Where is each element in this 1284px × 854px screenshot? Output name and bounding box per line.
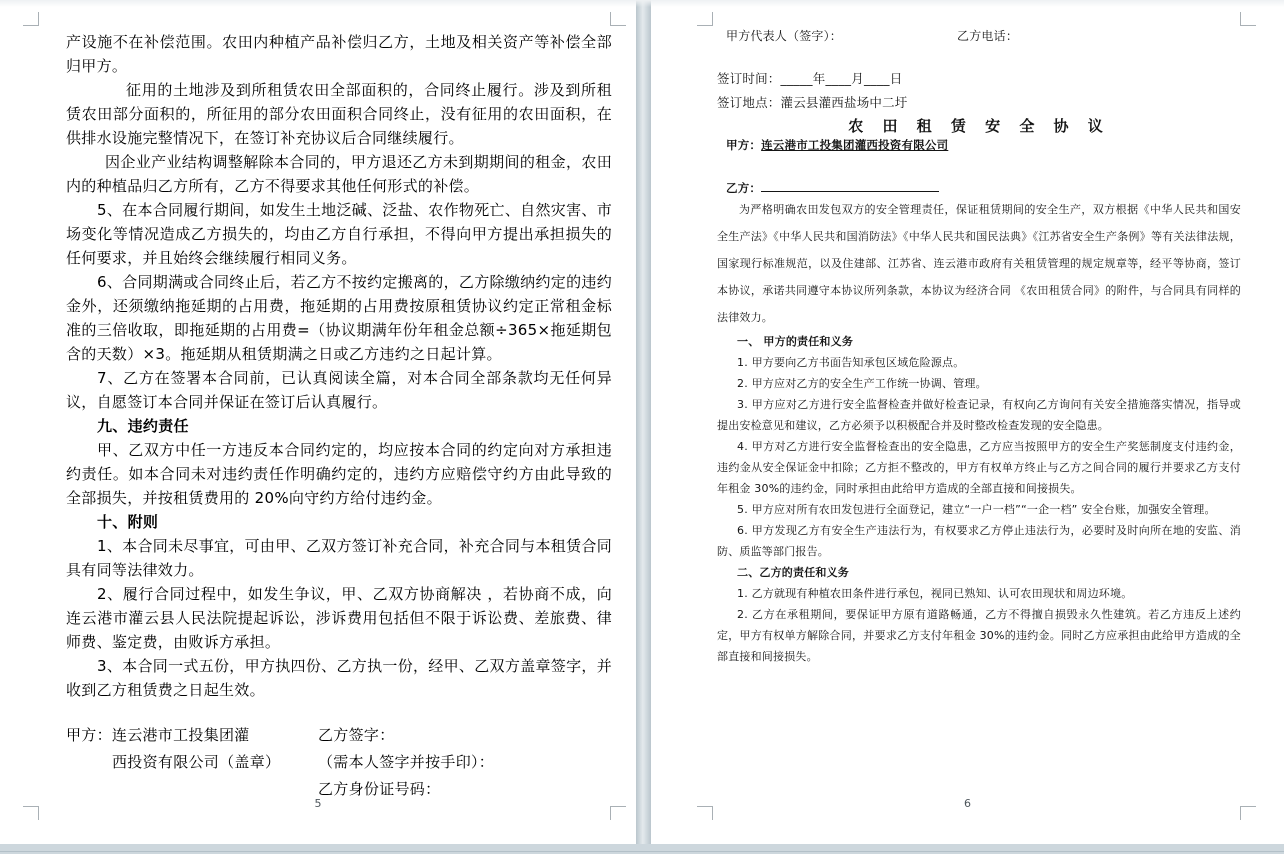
page-6-body	[717, 0, 1241, 667]
crop-mark-top-right	[610, 12, 626, 26]
paragraph-structure-adjust: 因企业产业结构调整解除本合同的，甲方退还乙方未到期期间的租金，农田内的种植品归乙方所有，乙方不得要求其他任何形式的补偿。	[66, 153, 612, 195]
sign-date-line: 签订时间：_____年____月____日	[717, 71, 903, 86]
party-b-sign-note: （需本人签字并按手印）：	[318, 753, 495, 771]
paragraph-land-requisition: 征用的土地涉及到所租赁农田全部面积的，合同终止履行。涉及到所租赁农田部分面积的，所征用的部分农田面积合同终止，没有征用的农田面积，在供排水设施完整情况下，在签订补充协议后合同继续履行。	[66, 81, 612, 147]
crop-mark-top-right	[1240, 12, 1256, 26]
section-1-item-5: 5. 甲方应对所有农田发包进行全面登记，建立“一户一档”“一企一档” 安全台账，加强安全管理。	[737, 503, 1216, 516]
signature-party-a	[66, 722, 316, 776]
section-1-item-2: 2. 甲方应对乙方的安全生产工作统一协调、管理。	[737, 377, 987, 390]
supplementary-item-1: 1、本合同未尽事宜，可由甲、乙双方签订补充合同，补充合同与本租赁合同具有同等法律效力。	[66, 537, 612, 579]
heading-breach-liability: 九、违约责任	[97, 417, 189, 435]
section-1-item-3: 3. 甲方应对乙方进行安全监督检查并做好检查记录，有权向乙方询问有关安全措施落实情况，指导或提出安检意见和建议，乙方必须予以积极配合并及时整改检查发现的安全隐患。	[717, 398, 1241, 432]
clause-7: 7、乙方在签署本合同前，已认真阅读全篇，对本合同全部条款均无任何异议，自愿签订本合同并保证在签订后认真履行。	[66, 369, 612, 411]
party-b-label: 乙方：	[726, 181, 762, 195]
signature-party-b	[318, 722, 608, 803]
party-a-label: 甲方：	[726, 138, 762, 152]
party-a-representative-label: 甲方代表人（签字）：	[726, 29, 843, 43]
party-b-line	[717, 179, 1241, 196]
section-2-item-1: 1. 乙方就现有种植农田条件进行承包，视同已熟知、认可农田现状和周边环境。	[737, 587, 1133, 600]
party-b-blank-underline	[761, 179, 939, 192]
clause-5: 5、在本合同履行期间，如发生土地泛碱、泛盐、农作物死亡、自然灾害、市场变化等情况造成乙方损失的，均由乙方自行承担，不得向甲方提出承担损失的任何要求，并且始终会继续履行相同义务。	[66, 201, 612, 267]
party-a-name: 连云港市工投集团灌西投资有限公司	[761, 138, 949, 152]
section-1-item-6: 6. 甲方发现乙方有安全生产违法行为，有权要求乙方停止违法行为，必要时及时向所在地的安监、消防、质监等部门报告。	[717, 524, 1241, 558]
section-2-heading: 二、乙方的责任和义务	[737, 566, 849, 579]
agreement-intro: 为严格明确农田发包双方的安全管理责任，保证租赁期间的安全生产，双方根据《中华人民共和国安全生产法》《中华人民共和国消防法》《中华人民共和国民法典》《江苏省安全生产条例》等有关法律法规，国家现行标准规范，以及住建部、江苏省、连云港市政府有关租赁管理的规定规章等，经平等协商，签订本协议，承诺共同遵守本协议所列条款，本协议为经济合同 《农田租赁合同》的附件，与合同具有同样的法律效力。	[717, 203, 1241, 324]
party-b-sign-label: 乙方签字：	[318, 726, 395, 744]
party-a-name-line1: 甲方：连云港市工投集团灌	[66, 726, 250, 744]
party-b-phone-label: 乙方电话：	[957, 29, 1019, 43]
party-a-line	[717, 137, 1241, 153]
section-2-item-2: 2. 乙方在承租期间，要保证甲方原有道路畅通，乙方不得擅自损毁永久性建筑。若乙方违反上述约定，甲方有权单方解除合同，并要求乙方支付年租金 30%的违约金。同时乙方应承担由此给甲方造成的全部直接和间接损失。	[717, 608, 1241, 663]
section-1-heading: 一、 甲方的责任和义务	[737, 335, 854, 348]
section-1-item-4: 4. 甲方对乙方进行安全监督检查出的安全隐患，乙方应当按照甲方的安全生产奖惩制度支付违约金，违约金从安全保证金中扣除；乙方拒不整改的，甲方有权单方终止与乙方之间合同的履行并要求乙方支付年租金 30%的违约金，同时承担由此给甲方造成的全部直接和间接损失。	[717, 440, 1241, 495]
paragraph-breach-liability: 甲、乙双方中任一方违反本合同约定的，均应按本合同的约定向对方承担违约责任。如本合同未对违约责任作明确约定的，违约方应赔偿守约方由此导致的全部损失，并按租赁费用的 20%向守约方给付违约金。	[66, 441, 612, 507]
page-5-body	[66, 30, 612, 702]
party-a-name-line2: 西投资有限公司（盖章）	[112, 753, 281, 771]
crop-mark-top-left	[23, 12, 39, 26]
agreement-title: 农 田 租 赁 安 全 协 议	[848, 117, 1110, 135]
page-number-5: 5	[314, 797, 322, 810]
paragraph-compensation-cont: 产设施不在补偿范围。农田内种植产品补偿归乙方，土地及相关资产等补偿全部归甲方。	[66, 33, 612, 75]
page-5	[0, 0, 636, 844]
representative-sign-row	[717, 28, 1241, 45]
page-6	[651, 0, 1284, 844]
clause-6: 6、合同期满或合同终止后，若乙方不按约定搬离的，乙方除缴纳约定的违约金外，还须缴纳拖延期的占用费，拖延期的占用费按原租赁协议约定正常租金标准的三倍收取，即拖延期的占用费=（协议期满年份年租金总额÷365×拖延期包含的天数）×3。拖延期从租赁期满之日或乙方违约之日起计算。	[66, 273, 612, 363]
crop-mark-top-left	[697, 12, 713, 26]
supplementary-item-3: 3、本合同一式五份，甲方执四份、乙方执一份，经甲、乙双方盖章签字，并收到乙方租赁费之日起生效。	[66, 657, 612, 699]
page-number-6: 6	[964, 797, 971, 810]
section-1-item-1: 1. 甲方要向乙方书面告知承包区域危险源点。	[737, 356, 965, 369]
supplementary-item-2: 2、履行合同过程中，如发生争议，甲、乙双方协商解决 ，若协商不成，向连云港市灌云县人民法院提起诉讼，涉诉费用包括但不限于诉讼费、差旅费、律师费、鉴定费，由败诉方承担。	[66, 585, 612, 651]
sign-place-line: 签订地点：灌云县灌西盐场中二圩	[717, 95, 908, 110]
heading-supplementary: 十、附则	[97, 513, 159, 531]
party-b-id-label: 乙方身份证号码：	[318, 780, 441, 798]
page-gutter	[636, 0, 651, 844]
bottom-edge-line	[0, 851, 1284, 852]
